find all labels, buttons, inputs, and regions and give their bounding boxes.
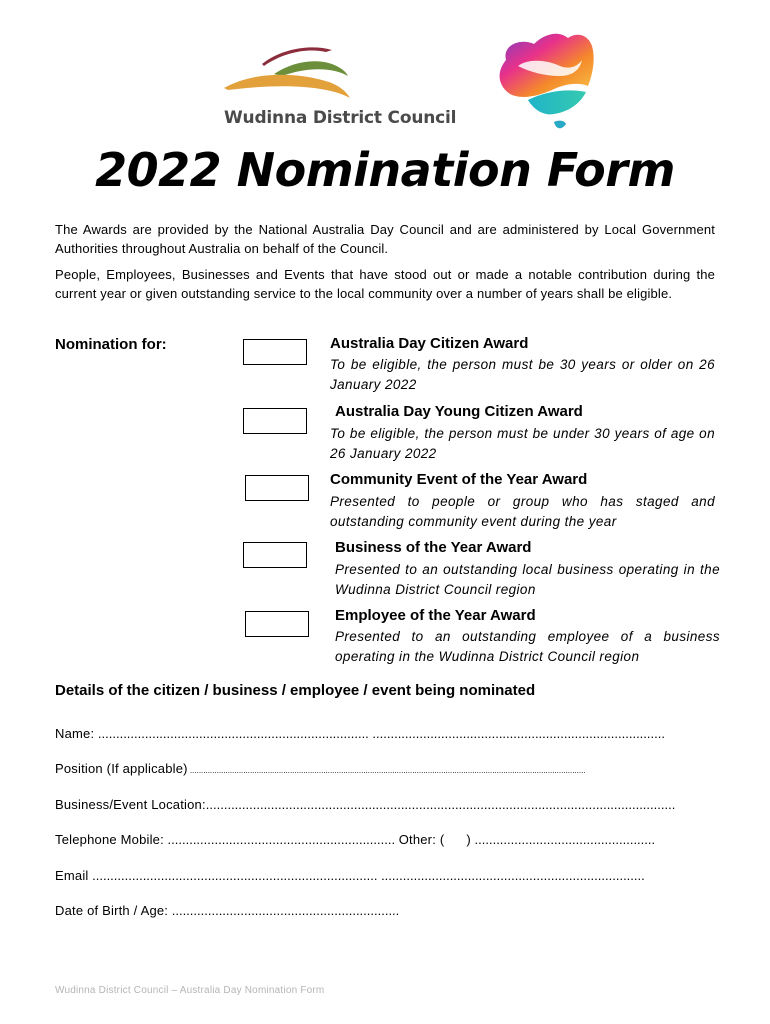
council-name: Wudinna District Council	[224, 108, 457, 128]
award-title-business: Business of the Year Award	[335, 539, 532, 556]
name-label: Name:	[55, 726, 95, 741]
award-desc-business: Presented to an outstanding local business operating in the Wudinna District Council region	[335, 562, 720, 597]
award-desc-citizen: To be eligible, the person must be 30 years or older on 26 January 2022	[330, 357, 715, 392]
intro-paragraph-1: The Awards are provided by the National Australia Day Council and are administered by Local Government Authorities throughout Australia on behalf of the Council.	[55, 222, 715, 256]
nomination-for-label: Nomination for:	[55, 336, 167, 353]
council-logo	[222, 42, 457, 137]
email-label: Email	[55, 868, 89, 883]
footer-text: Wudinna District Council – Australia Day Nomination Form	[55, 985, 325, 996]
name-field[interactable]: Name: ........................................................................... .................................................................................	[55, 726, 665, 741]
award-desc-young-citizen: To be eligible, the person must be under 30 years of age on 26 January 2022	[330, 426, 715, 461]
telephone-field[interactable]: Telephone Mobile: ............................................................... Other: ( ) ..................................................	[55, 832, 656, 847]
other-close-label: )	[466, 832, 471, 847]
young-citizen-award-checkbox[interactable]	[243, 408, 307, 434]
telephone-label: Telephone Mobile:	[55, 832, 164, 847]
page-title: 2022 Nomination Form	[95, 143, 675, 197]
award-title-employee: Employee of the Year Award	[335, 607, 536, 624]
award-desc-community-event: Presented to people or group who has staged and outstanding community event during the year	[330, 494, 715, 529]
details-heading: Details of the citizen / business / employee / event being nominated	[55, 682, 536, 699]
dob-label: Date of Birth / Age:	[55, 903, 169, 918]
community-event-award-checkbox[interactable]	[245, 475, 309, 501]
business-award-checkbox[interactable]	[243, 542, 307, 568]
council-swoosh-icon	[222, 42, 454, 112]
award-title-community-event: Community Event of the Year Award	[330, 471, 588, 488]
employee-award-checkbox[interactable]	[245, 611, 309, 637]
award-title-citizen: Australia Day Citizen Award	[330, 335, 529, 352]
australia-day-logo	[488, 30, 600, 134]
dob-field[interactable]: Date of Birth / Age: ...............................................................	[55, 903, 400, 918]
citizen-award-checkbox[interactable]	[243, 339, 307, 365]
position-label: Position (If applicable)	[55, 761, 188, 776]
location-field[interactable]: Business/Event Location:..................................................................................................................................	[55, 797, 676, 812]
email-field[interactable]: Email ............................................................................... .........................................................................	[55, 868, 645, 883]
other-label: Other: (	[398, 832, 445, 847]
award-desc-employee: Presented to an outstanding employee of a business operating in the Wudinna District Council region	[335, 629, 720, 664]
intro-paragraph-2: People, Employees, Businesses and Events that have stood out or made a notable contribution during the current year or given outstanding service to the local community over a number of years shall be eligible.	[55, 267, 715, 301]
award-title-young-citizen: Australia Day Young Citizen Award	[335, 403, 583, 420]
australia-map-icon	[488, 30, 600, 134]
location-label: Business/Event Location:	[55, 797, 206, 812]
position-field[interactable]: Position (If applicable) ..................................................................................................................................................................................	[55, 761, 586, 776]
